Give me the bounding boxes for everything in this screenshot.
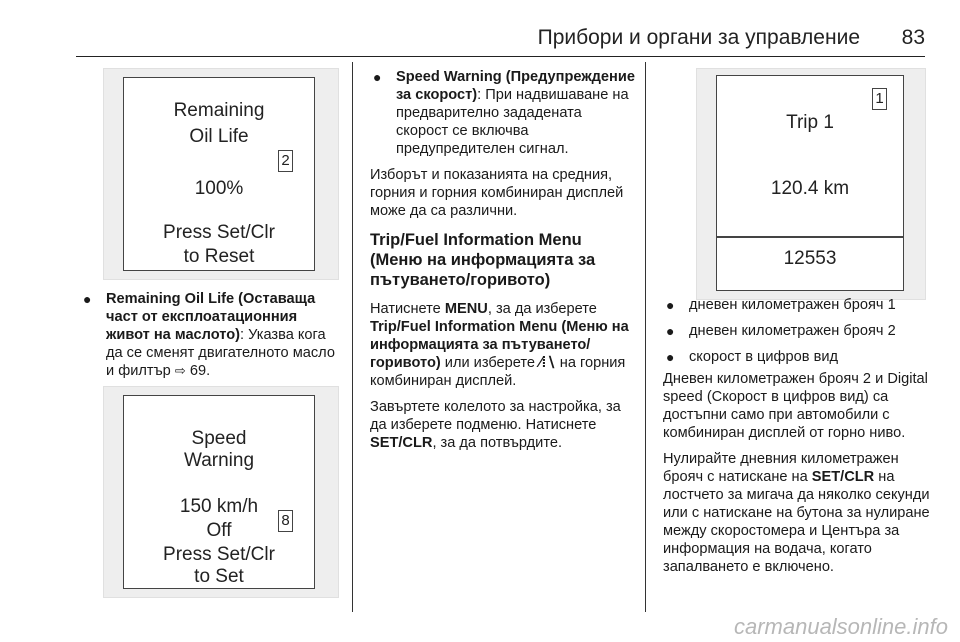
bullet-dot: ● [666, 297, 675, 313]
bullet-dot: ● [666, 349, 675, 365]
page-header [0, 0, 960, 62]
text-run: Натиснете [370, 301, 445, 317]
description: : При надвишаване на предварително зададената скорост се включва предупредителен сигнал. [396, 87, 629, 157]
display-screen [716, 75, 904, 291]
page-number: 83 [901, 26, 925, 49]
display-line: Oil Life [189, 126, 249, 147]
display-line: Speed [191, 428, 247, 449]
text-run: на горния комбиниран дисплей. [370, 355, 626, 389]
header-rule [76, 56, 925, 57]
display-page-badge: 2 [278, 150, 293, 172]
list-item-text: дневен километражен брояч 2 [689, 323, 896, 339]
section-heading: Trip/Fuel Information Menu (Меню на информацията за пътуването/горивото) [370, 231, 596, 289]
paragraph: Изборът и показанията на средния, горния и горния комбиниран дисплей може да са различни. [370, 167, 624, 219]
button-label: SET/CLR [370, 435, 433, 451]
display-value: 120.4 km [770, 178, 850, 199]
odometer-value: 12553 [783, 248, 837, 269]
display-value: 150 km/h [179, 496, 259, 517]
display-screen [123, 395, 315, 589]
list-item [80, 290, 342, 380]
term: Speed Warning (Предупреждение за скорост) [396, 69, 635, 103]
page-title: Прибори и органи за управление [537, 26, 860, 49]
display-page-badge: 8 [278, 510, 293, 532]
list-item-text: скорост в цифров вид [689, 349, 839, 365]
paragraph [370, 300, 636, 390]
column-divider-right [645, 62, 646, 612]
trip-menu-icon: ⁄⁞∖ [539, 355, 556, 371]
display-action: Press Set/Clr [163, 222, 275, 243]
figure-oil-life [103, 68, 339, 280]
description: : Указва кога да се сменят двигателното масло и филтър [106, 327, 335, 379]
text-run: на лостчето за мигача да няколко секунди или с натискане на бутона за нулиране между скоростомера и Центъра за информация на водача, когато запалването е включено. [663, 469, 930, 575]
display-action: to Set [194, 566, 244, 587]
text-run: , за да потвърдите. [432, 435, 563, 451]
menu-name: Trip/Fuel Information Menu (Меню на информацията за пътуването/горивото) [370, 319, 629, 371]
text-run: или изберете [440, 355, 540, 371]
display-screen [123, 77, 315, 271]
list-item [370, 68, 636, 158]
right-column-text [663, 296, 933, 584]
bullet-dot: ● [666, 323, 675, 339]
column-divider-left [352, 62, 353, 612]
figure-trip [696, 68, 926, 300]
bullet-dot: ● [83, 291, 92, 307]
display-line: Remaining [173, 100, 265, 121]
text-run: , за да изберете [487, 301, 597, 317]
display-action: to Reset [183, 246, 255, 267]
page-reference[interactable]: 69. [189, 363, 211, 379]
middle-column-text [370, 68, 636, 460]
menu-button-label: MENU [444, 301, 488, 317]
display-separator [717, 236, 903, 238]
text-run: Завъртете колелото за настройка, за да изберете подменю. Натиснете [370, 399, 621, 433]
paragraph [370, 398, 636, 452]
display-state: Off [206, 520, 232, 541]
list-item [663, 322, 933, 340]
arrow-ref-icon: ⇨ [174, 363, 186, 378]
paragraph [663, 450, 933, 576]
display-page-badge: 1 [872, 88, 887, 110]
paragraph: Дневен километражен брояч 2 и Digital speed (Скорост в цифров вид) са достъпни само при автомобили с комбиниран дисплей от горно ниво. [663, 371, 928, 441]
text-run: Нулирайте дневния километражен брояч с натискане на [663, 451, 899, 485]
left-column-text [80, 290, 342, 388]
display-value: 100% [194, 178, 244, 199]
button-label: SET/CLR [811, 469, 875, 485]
list-item [663, 296, 933, 314]
display-line: Trip 1 [786, 112, 834, 133]
display-line: Warning [183, 450, 255, 471]
display-action: Press Set/Clr [163, 544, 275, 565]
term: Remaining Oil Life (Оставаща част от експлоатационния живот на маслото) [106, 291, 316, 343]
bullet-dot: ● [373, 69, 382, 85]
list-item [663, 348, 933, 366]
figure-speed-warning [103, 386, 339, 598]
list-item-text: дневен километражен брояч 1 [689, 297, 896, 313]
watermark: carmanualsonline.info [733, 614, 948, 639]
